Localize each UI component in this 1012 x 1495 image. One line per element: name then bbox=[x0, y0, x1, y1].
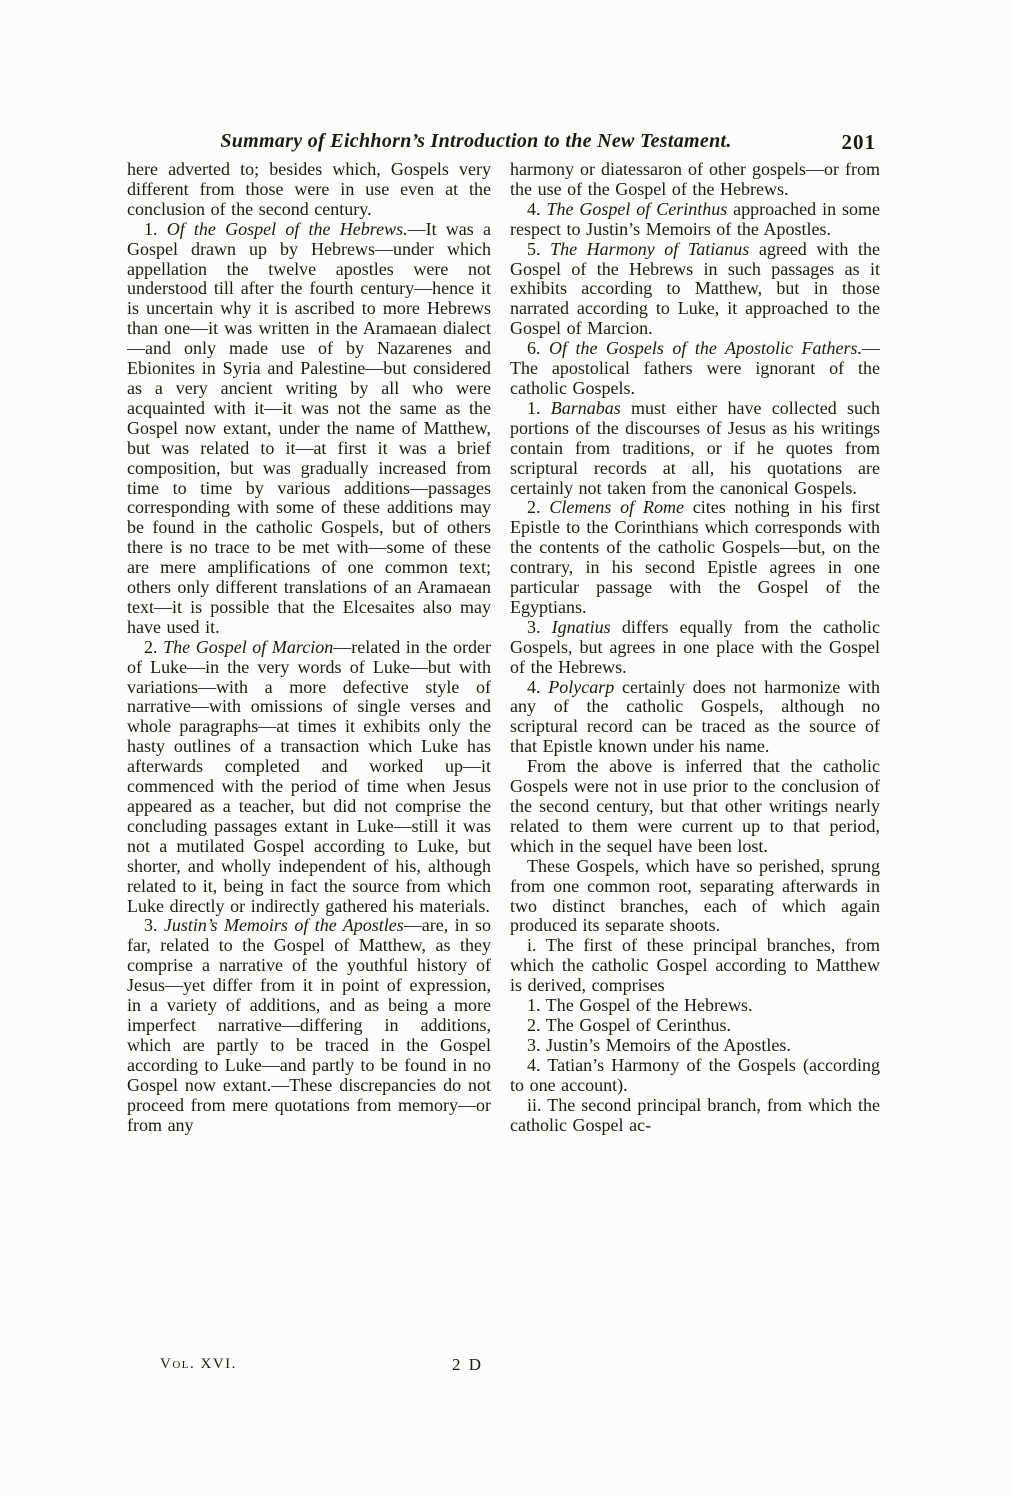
paragraph-number: 4. bbox=[527, 198, 547, 219]
paragraph bbox=[127, 220, 491, 638]
paragraph-lead-italic: Of the Gospel of the Hebrews. bbox=[166, 218, 408, 239]
paragraph-text: must either have collected such portions of the discourses of Jesus as his writings contain from traditions, or if he quotes from scriptural records at all, his quotations are certainly not taken from the canonical Gospels. bbox=[510, 397, 880, 498]
paragraph-number: 3. bbox=[527, 1034, 547, 1055]
paragraph-text: cites nothing in his first Epistle to the Corinthians which corresponds with the contents of the catholic Gospels—but, on the contrary, in his second Epistle agrees in one particular passage with the Gospel of the Egyptians. bbox=[510, 497, 880, 617]
paragraph-number: i. bbox=[527, 935, 546, 956]
paragraph-text: The first of these principal branches, from which the catholic Gospel according to Matthew is derived, comprises bbox=[510, 935, 880, 996]
paragraph bbox=[510, 240, 880, 340]
paragraph-text: The Gospel of the Hebrews. bbox=[545, 995, 753, 1016]
paragraph-number: 2. bbox=[144, 636, 164, 657]
paragraph bbox=[510, 936, 880, 996]
paragraph-number: 1. bbox=[527, 995, 546, 1016]
paragraph bbox=[127, 638, 491, 917]
paragraph bbox=[510, 757, 880, 857]
paragraph bbox=[510, 339, 880, 399]
paragraph-number: ii. bbox=[527, 1094, 548, 1115]
paragraph bbox=[510, 200, 880, 240]
paragraph-number: 3. bbox=[144, 915, 164, 936]
running-header bbox=[126, 130, 886, 164]
paragraph bbox=[510, 857, 880, 937]
paragraph-text: Tatian’s Harmony of the Gospels (according to one account). bbox=[510, 1054, 880, 1095]
paragraph-text: here adverted to; besides which, Gospels very different from those were in use even at the conclusion of the second century. bbox=[127, 160, 491, 219]
paragraph-text: The Gospel of Cerinthus. bbox=[545, 1014, 731, 1035]
paragraph-text: —The apostolical fathers were ignorant of the catholic Gospels. bbox=[510, 338, 880, 398]
right-column bbox=[510, 160, 880, 1370]
paragraph bbox=[510, 399, 880, 499]
paragraph-text: differs equally from the catholic Gospels, but agrees in one place with the Gospel of the Hebrews. bbox=[510, 616, 880, 677]
paragraph-text: Justin’s Memoirs of the Apostles. bbox=[546, 1034, 791, 1055]
paragraph-number: 2. bbox=[527, 497, 550, 518]
paragraph-number: 4. bbox=[527, 1054, 548, 1075]
left-column bbox=[127, 160, 491, 1370]
signature-mark: 2 D bbox=[452, 1355, 484, 1374]
paragraph-number: 2. bbox=[527, 1014, 546, 1035]
paragraph bbox=[127, 160, 491, 220]
paragraph-text: These Gospels, which have so perished, sprung from one common root, separating afterwards in two distinct branches, each of which again produced its separate shoots. bbox=[510, 855, 880, 936]
paragraph-text: —It was a Gospel drawn up by Hebrews—under which appellation the twelve apostles were not understood till after the fourth century—hence it is uncertain why it is ascribed to more Hebrews than one—it was written in the Aramaean dialect—and only made use of by Nazarenes and Ebionites in Syria and Palestine—but considered as a very ancient writing by all who were acquainted with it—it was not the same as the Gospel now extant, under the name of Matthew, but was related to it—at first it was a brief composition, but was gradually increased from time to time by various additions—passages corresponding with some of these additions may be found in the catholic Gospels, but of others there is no trace to be met with—some of these are mere amplifications of one common text; others only different translations of an Aramaean text—it is possible that the Elcesaites also may have used it. bbox=[127, 218, 491, 637]
paragraph-lead-italic: Of the Gospels of the Apostolic Fathers. bbox=[548, 338, 862, 359]
paragraph-lead-italic: Barnabas bbox=[550, 397, 621, 418]
paragraph bbox=[510, 678, 880, 758]
paragraph-text: approached in some respect to Justin’s Memoirs of the Apostles. bbox=[510, 198, 880, 239]
paragraph-text: From the above is inferred that the catholic Gospels were not in use prior to the conclusion of the second century, but that other writings nearly related to them were current up to that period, which in the sequel have been lost. bbox=[510, 756, 880, 856]
paragraph-lead-italic: The Gospel of Cerinthus bbox=[546, 198, 728, 219]
paragraph bbox=[510, 618, 880, 678]
paragraph bbox=[510, 1096, 880, 1136]
paragraph bbox=[510, 996, 880, 1016]
paragraph bbox=[510, 1056, 880, 1096]
paragraph bbox=[510, 498, 880, 617]
paragraph bbox=[510, 1036, 880, 1056]
paragraph-lead-italic: Clemens of Rome bbox=[549, 497, 684, 518]
paragraph-number: 4. bbox=[527, 676, 549, 697]
paragraph-text: agreed with the Gospel of the Hebrews in such passages as it exhibits according to Matthew, but in those narrated according to Luke, it approached to the Gospel of Marcion. bbox=[510, 238, 880, 339]
paragraph-text: harmony or diatessaron of other gospels—or from the use of the Gospel of the Hebrews. bbox=[510, 160, 880, 199]
paragraph bbox=[127, 916, 491, 1135]
paragraph-lead-italic: Polycarp bbox=[548, 676, 615, 697]
paragraph-text: —related in the order of Luke—in the very words of Luke—but with variations—with a more defective style of narrative—with omissions of single verses and whole paragraphs—at times it exhibits only the hasty outlines of a transaction which Luke has afterwards completed and worked up—it commenced with the period of time when Jesus appeared as a teacher, but did not comprise the concluding passages extant in Luke—still it was not a mutilated Gospel according to Luke, but shorter, and wholly independent of his, although related to it, being in fact the source from which Luke directly or indirectly gathered his materials. bbox=[127, 636, 491, 916]
paragraph-number: 6. bbox=[527, 338, 549, 359]
paragraph-lead-italic: The Gospel of Marcion bbox=[163, 636, 334, 657]
paragraph-text: —are, in so far, related to the Gospel of Matthew, as they comprise a narrative of the youthful history of Jesus—yet differ from it in point of expression, in a variety of additions, and as being a more imperfect narrative—differing in additions, which are partly to be traced in the Gospel according to Luke—and partly to be found in no Gospel now extant.—These discrepancies do not proceed from mere quotations from memory—or from any bbox=[127, 915, 491, 1135]
paragraph bbox=[510, 1016, 880, 1036]
paragraph-lead-italic: Justin’s Memoirs of the Apostles bbox=[163, 915, 404, 936]
paragraph-lead-italic: The Harmony of Tatianus bbox=[550, 238, 750, 259]
paragraph-lead-italic: Ignatius bbox=[551, 616, 611, 637]
paragraph-text: certainly does not harmonize with any of the catholic Gospels, although no scriptural record can be traced as the source of that Epistle known under his name. bbox=[510, 676, 880, 757]
page-number: 201 bbox=[841, 130, 876, 154]
paragraph-number: 3. bbox=[527, 616, 552, 637]
paragraph-text: The second principal branch, from which the catholic Gospel ac- bbox=[510, 1094, 880, 1135]
volume-label: Vol. XVI. bbox=[160, 1356, 237, 1372]
paragraph-number: 1. bbox=[527, 397, 551, 418]
paragraph bbox=[510, 160, 880, 200]
header-title: Summary of Eichhorn’s Introduction to the New Testament. bbox=[220, 130, 732, 152]
paragraph-number: 1. bbox=[144, 218, 167, 239]
paragraph-number: 5. bbox=[527, 238, 551, 259]
